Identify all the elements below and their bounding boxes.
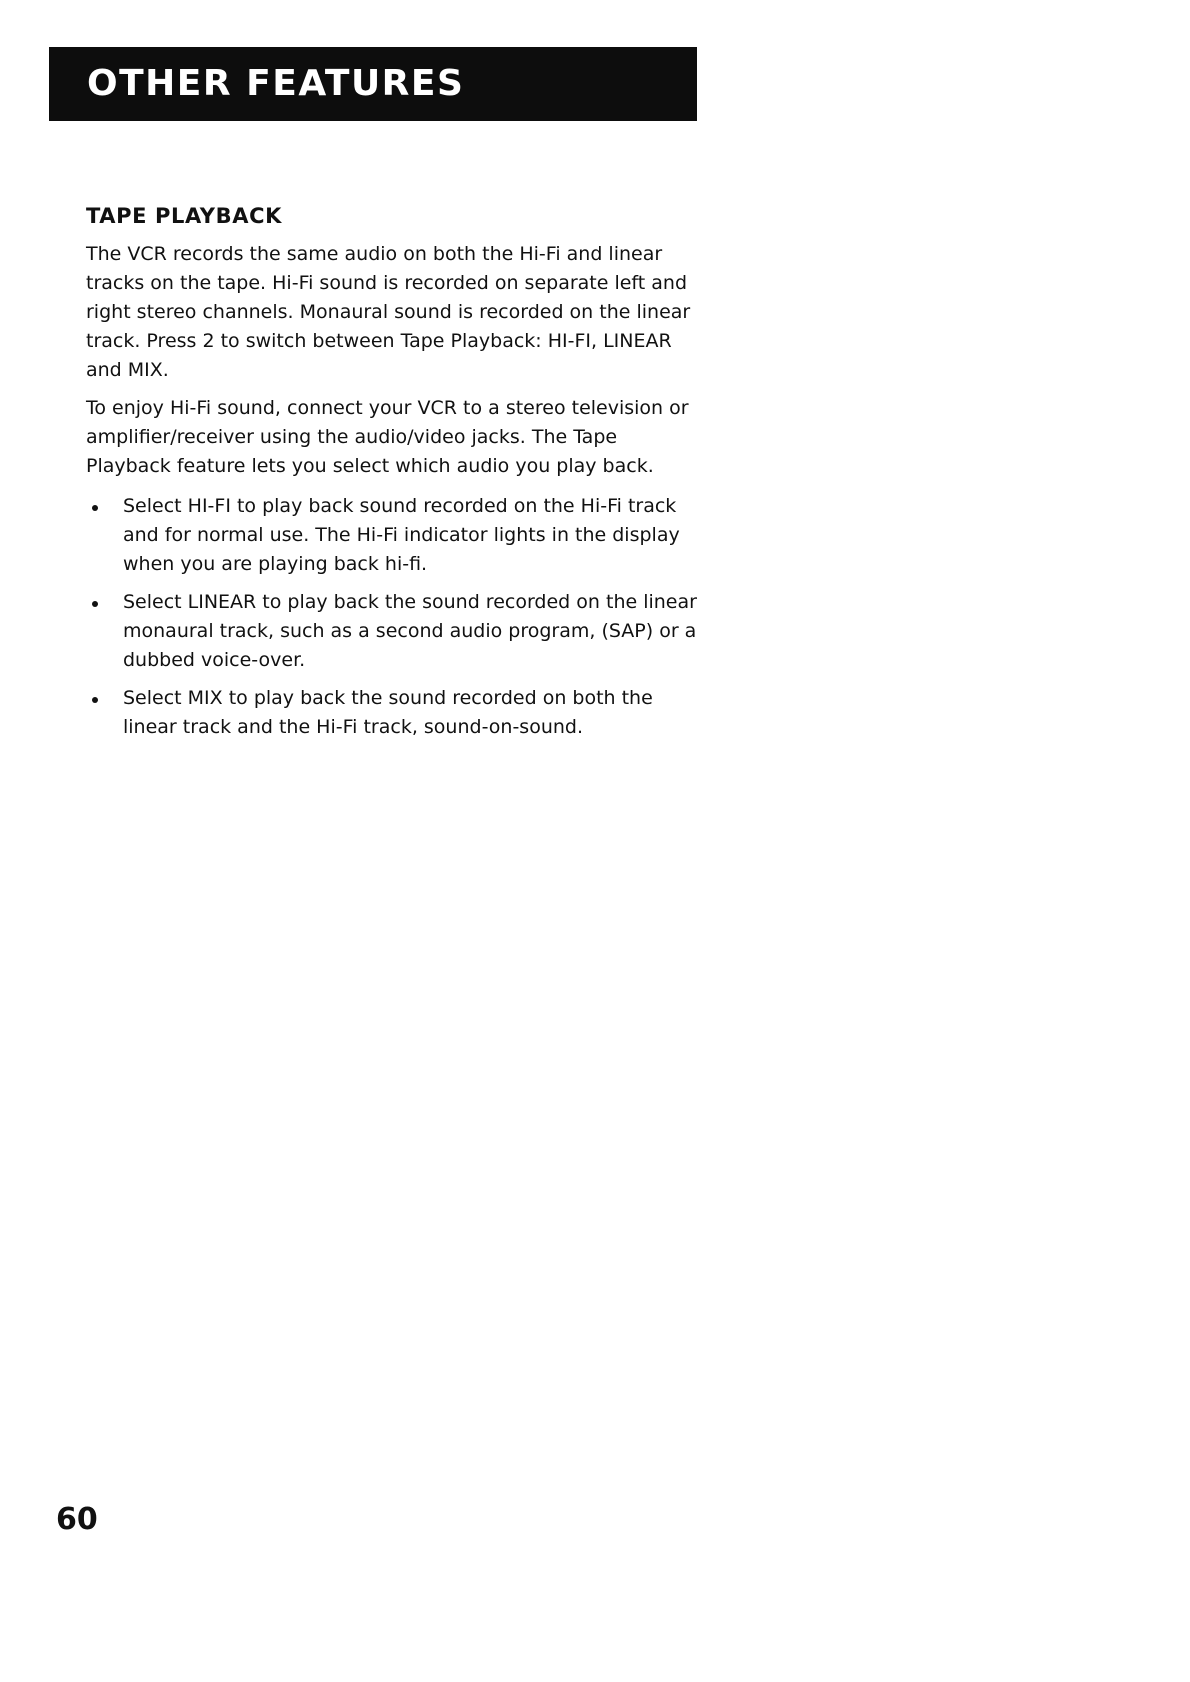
bullet-list — [86, 492, 706, 751]
list-item — [86, 492, 706, 579]
bullet-text: Select LINEAR to play back the sound recorded on the linear monaural track, such as a second audio program, (SAP) or a dubbed voice-over. — [123, 591, 697, 671]
paragraph-intro: The VCR records the same audio on both the Hi-Fi and linear tracks on the tape. Hi-Fi sound is recorded on separate left and right stereo channels. Monaural sound is recorded on the linear track. Press 2 to switch between Tape Playback: HI-FI, LINEAR and MIX. — [86, 243, 691, 381]
page-number: 60 — [56, 1502, 98, 1537]
bullet-icon — [92, 697, 98, 703]
list-item — [86, 588, 706, 675]
page-title: OTHER FEATURES — [87, 63, 465, 104]
section-heading: TAPE PLAYBACK — [86, 204, 282, 228]
bullet-icon — [92, 505, 98, 511]
bullet-text: Select HI-FI to play back sound recorded on the Hi-Fi track and for normal use. The Hi-Fi indicator lights in the display when you are playing back hi-fi. — [123, 495, 680, 575]
bullet-icon — [92, 601, 98, 607]
bullet-text: Select MIX to play back the sound recorded on both the linear track and the Hi-Fi track, sound-on-sound. — [123, 687, 653, 738]
list-item — [86, 684, 706, 742]
paragraph-hifi-sound: To enjoy Hi-Fi sound, connect your VCR to a stereo television or amplifier/receiver using the audio/video jacks. The Tape Playback feature lets you select which audio you play back. — [86, 397, 689, 477]
